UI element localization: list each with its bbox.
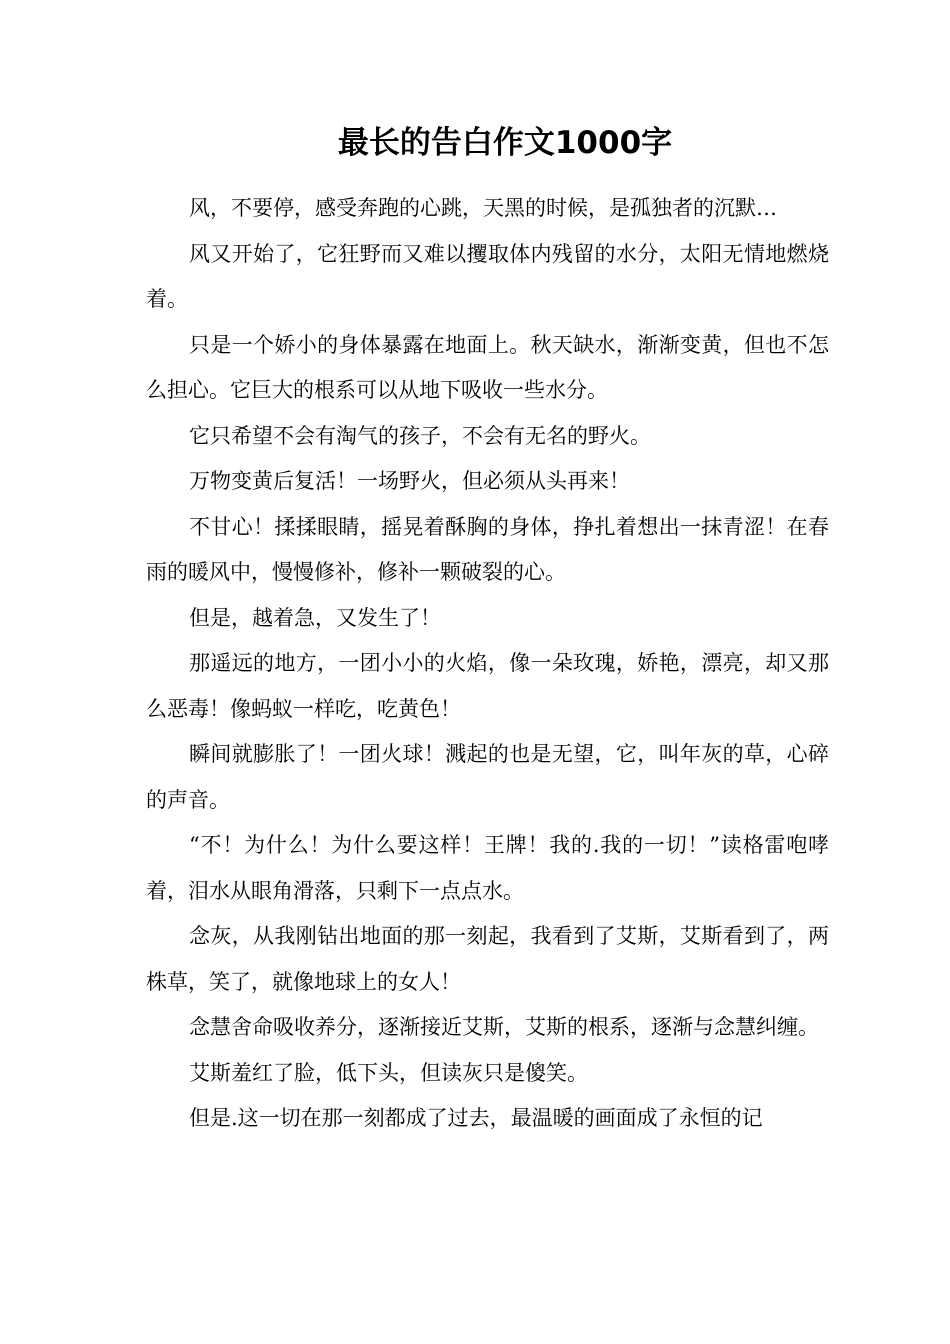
paragraph: 那遥远的地方，一团小小的火焰，像一朵玫瑰，娇艳，漂亮，却又那么恶毒！像蚂蚁一样吃，吃黄色！ (146, 651, 829, 721)
paragraph: 风，不要停，感受奔跑的心跳，天黑的时候，是孤独者的沉默… (189, 196, 777, 220)
paragraph: 万物变黄后复活！一场野火，但必须从头再来！ (189, 469, 630, 493)
paragraph: 风又开始了，它狂野而又难以攫取体内残留的水分，太阳无情地燃烧着。 (146, 241, 829, 311)
paragraph: 艾斯羞红了脸，低下头，但读灰只是傻笑。 (189, 1060, 588, 1085)
paragraph: 但是.这一切在那一刻都成了过去，最温暖的画面成了永恒的记 (189, 1106, 763, 1130)
paragraph: 但是，越着急，又发生了！ (189, 605, 441, 630)
paragraph: 不甘心！揉揉眼睛，摇晃着酥胸的身体，挣扎着想出一抹青涩！在春雨的暖风中，慢慢修补，修补一颗破裂的心。 (146, 514, 829, 584)
paragraph: 念慧舍命吸收养分，逐渐接近艾斯，艾斯的根系，逐渐与念慧纠缠。 (189, 1015, 819, 1039)
paragraph: 瞬间就膨胀了！一团火球！溅起的也是无望，它，叫年灰的草，心碎的声音。 (146, 742, 829, 812)
paragraph: 念灰，从我刚钻出地面的那一刻起，我看到了艾斯，艾斯看到了，两株草，笑了，就像地球上的女人！ (146, 924, 829, 994)
document-title: 最长的告白作文1000字 (337, 125, 673, 161)
paragraph: 只是一个娇小的身体暴露在地面上。秋天缺水，渐渐变黄，但也不怎么担心。它巨大的根系可以从地下吸收一些水分。 (146, 332, 829, 402)
document-body (146, 186, 829, 1142)
paragraph: “不！为什么！为什么要这样！王牌！我的.我的一切！”读格雷咆哮着，泪水从眼角滑落，只剩下一点点水。 (146, 833, 829, 903)
paragraph: 它只希望不会有淘气的孩子，不会有无名的野火。 (189, 423, 651, 448)
